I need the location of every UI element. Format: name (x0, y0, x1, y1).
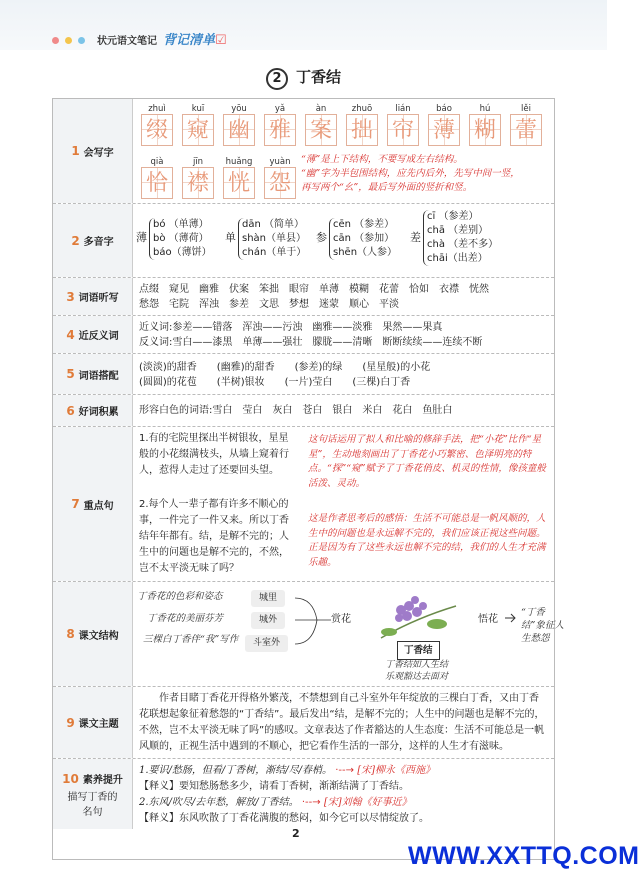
poly-char: 差 (410, 231, 421, 244)
theme-text: 作者目睹丁香花开得格外繁茂，不禁想到自己斗室外年年绽放的三棵白丁香，又由丁香花联想起象征着愁怨的“丁香结”。最后发出“结，是解不完的；人生中的问题也是解不完的，不然，岂不太平淡无味了吗”的感叹。文章表达了作者豁达的人生态度：生活不可能总是一帆风顺的，正视生活中遇到的不顺心，把它看作生活的一部分，这样的人生才有滋味。 (139, 693, 545, 752)
char-box: 帘 (387, 114, 419, 146)
poly-group: bó （单薄） bò （薄荷） báo（薄饼） (149, 218, 212, 260)
poem-list (133, 759, 554, 829)
pinyin: lián (395, 104, 411, 114)
sentence-2-note: 这是作者思考后的感悟：生活不可能总是一帆风顺的，人生中的问题也是永远解不完的，我们应该正视这些问题。正是因为有了这些永远也解不完的结，我们的人生才充满乐趣。 (308, 513, 546, 568)
row-good-words (53, 395, 554, 427)
write-char (221, 155, 257, 199)
brace-lines (293, 592, 333, 652)
pinyin: àn (315, 104, 327, 114)
struct-right: 悟花 (478, 614, 498, 625)
brand-name: 状元语文笔记 (97, 36, 157, 47)
struct-left-2: 丁香花的美丽芬芳 (147, 613, 224, 624)
struct-left-3: 三棵白丁香伴“我”写作 (143, 634, 239, 645)
place-tag: 斗室外 (245, 635, 288, 652)
char-box: 襟 (182, 167, 214, 199)
char-box: 窥 (182, 114, 214, 146)
char-box: 怨 (264, 167, 296, 199)
poly-char: 单 (225, 231, 236, 244)
lilac-icon (371, 588, 461, 643)
char-box: 缀 (141, 114, 173, 146)
poly-char: 参 (316, 231, 327, 244)
struct-right-2: “丁香结”象征人生愁怨 (521, 607, 564, 644)
dot-icon (78, 37, 85, 44)
struct-image-caption: 丁香结如人生结 乐观豁达去面对 (385, 660, 449, 682)
writing-notes: “薄”是上下结构，不要写成左右结构。 “幽”字为半包围结构，应先内后外，先写中间一竖， 再写两个“幺”，最后写外面的竖折和竖。 (301, 154, 520, 193)
row-writing (53, 99, 554, 204)
row-structure (53, 582, 564, 687)
write-char (221, 102, 257, 146)
write-char (426, 102, 462, 146)
write-char (180, 102, 216, 146)
collocation-list: (淡淡)的甜香 (幽雅)的甜香 (参差)的绿 (星星般)的小花 (圆圆)的花苞 (半树)银妆 (一片)莹白 (三棵)白丁香 (139, 362, 431, 388)
pinyin: yuàn (269, 157, 291, 167)
dictation-words: 点缀 窥见 幽雅 伏案 笨拙 眼帘 单薄 模糊 花蕾 恰如 衣襟 恍然 愁怨 宅院 浑浊 参差 文思 梦想 迷蒙 顺心 平淡 (139, 284, 489, 310)
row-synonyms (53, 316, 554, 354)
struct-mid: 赏花 (331, 614, 351, 625)
poly-group: dān （简单） shàn（单县） chán（单于） (238, 218, 306, 260)
char-box: 恰 (141, 167, 173, 199)
write-char (180, 155, 216, 199)
row-polyphones (53, 204, 554, 278)
pinyin: huǎng (225, 157, 253, 167)
pinyin: kuī (191, 104, 205, 114)
key-sentences (133, 427, 554, 581)
lesson-number: 2 (266, 68, 288, 90)
pinyin: zhuì (148, 104, 166, 114)
structure-diagram (133, 582, 564, 686)
poem-1: 1.要识/愁肠，但看/丁香树，渐结/尽/春梢。 ·‑‑→ [宋]柳永《西施》 (139, 765, 435, 776)
write-char (344, 102, 380, 146)
write-char (262, 102, 298, 146)
decor-dots (52, 37, 85, 44)
row-dictation (53, 278, 554, 316)
dot-icon (65, 37, 72, 44)
pinyin: báo (436, 104, 452, 114)
char-box: 薄 (428, 114, 460, 146)
row-poems (53, 759, 554, 829)
poem-1-explanation: 【释义】要知愁肠愁多少，请看丁香树，渐渐结满了丁香结。 (139, 781, 409, 792)
poly-group: cēn （参差） cān （参加） shēn（人参） (329, 218, 397, 260)
lesson-title (0, 66, 607, 90)
row-collocations (53, 354, 554, 395)
char-box: 幽 (223, 114, 255, 146)
page-number: 2 (292, 827, 300, 840)
pinyin: lěi (521, 104, 531, 114)
study-table (52, 98, 564, 860)
char-box: 蕾 (510, 114, 542, 146)
sentence-2: 2.每个人一辈子都有许多不顺心的事，一件完了一件又来。所以丁香结年年都有。结，是解不完的；人生中的问题也是解不完的，不然，岂不太平淡无味了吗？ (139, 499, 289, 574)
row-theme (53, 687, 554, 759)
write-char (508, 102, 544, 146)
dot-icon (52, 37, 59, 44)
good-words: 形容白色的词语:雪白 莹白 灰白 苍白 银白 米白 花白 鱼肚白 (139, 405, 453, 416)
pinyin: zhuō (351, 104, 373, 114)
poly-char: 薄 (136, 231, 147, 244)
pinyin: yōu (231, 104, 247, 114)
poly-group: cī （参差） chā （差别） chà （差不多） chāi（出差） (423, 210, 498, 266)
arrow-icon (503, 610, 519, 626)
char-box: 案 (305, 114, 337, 146)
sentence-1-note: 这句话运用了拟人和比喻的修辞手法，把“小花”比作“星星”，生动地刻画出了丁香花小巧繁密、色泽明亮的特点。“探”“窥”赋予了丁香花俏皮、机灵的性情，像孩童般活泼、灵动。 (308, 434, 546, 489)
lesson-name: 丁香结 (295, 68, 341, 86)
sentence-1: 1.有的宅院里探出半树银妆，星星般的小花缀满枝头，从墙上窥着行人，惹得人走过了还要回头望。 (139, 433, 289, 476)
section-label: 7 重点句 (53, 427, 133, 581)
section-label: 6 好词积累 (53, 395, 133, 426)
pinyin: hú (479, 104, 491, 114)
page-header (0, 0, 607, 50)
char-box: 糊 (469, 114, 501, 146)
section-label: 1 会写字 (53, 99, 133, 203)
lilac-image (371, 588, 461, 643)
section-label: 8 课文结构 (53, 582, 133, 686)
section-label: 2 多音字 (53, 204, 133, 277)
write-char (385, 102, 421, 146)
place-tag: 城里 (251, 590, 285, 607)
brand-subtitle: 背记清单☑ (163, 33, 227, 48)
section-label: 10 素养提升 描写丁香的名句 (53, 759, 133, 829)
section-label: 4 近反义词 (53, 316, 133, 353)
struct-image-label: 丁香结 (397, 641, 440, 660)
poem-2-explanation: 【释义】东风吹散了丁香花满腹的愁闷，如今它可以尽情绽放了。 (139, 813, 429, 824)
polyphone-area (133, 204, 554, 277)
section-label: 3 词语听写 (53, 278, 133, 315)
write-char (139, 155, 175, 199)
char-box: 拙 (346, 114, 378, 146)
write-char (303, 102, 339, 146)
row-key-sentences (53, 427, 554, 582)
section-label: 9 课文主题 (53, 687, 133, 758)
section-label: 5 词语搭配 (53, 354, 133, 394)
char-box: 恍 (223, 167, 255, 199)
poem-2: 2.东风/吹尽/去年愁，解放/丁香结。 ·‑‑→ [宋]刘翰《好事近》 (139, 797, 412, 808)
pinyin: qià (150, 157, 164, 167)
struct-left-1: 丁香花的色彩和姿态 (137, 591, 223, 602)
char-box: 雅 (264, 114, 296, 146)
place-tag: 城外 (251, 612, 285, 629)
write-char (139, 102, 175, 146)
synonym-list: 近义词:参差——错落 浑浊——污浊 幽雅——淡雅 果然——果真 反义词:雪白——漆黑 单薄——强壮 朦胧——清晰 断断续续——连续不断 (139, 322, 483, 348)
pinyin: yǎ (274, 104, 286, 114)
watermark: WWW.XXTTQ.COM (408, 842, 639, 870)
pinyin: jīn (192, 157, 204, 167)
write-char (262, 155, 298, 199)
write-char (467, 102, 503, 146)
chars-area (133, 99, 554, 203)
